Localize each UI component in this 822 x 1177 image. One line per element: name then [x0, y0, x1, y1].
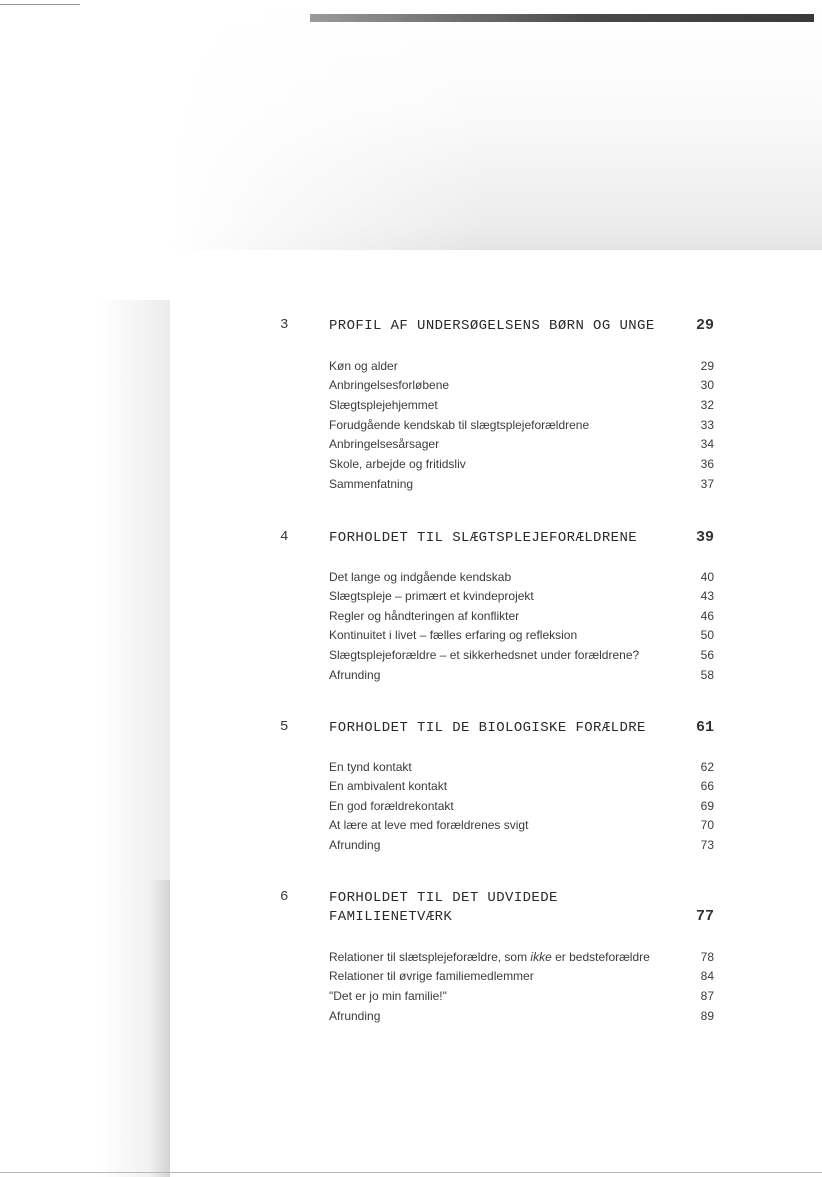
section-page: 36	[700, 457, 714, 471]
section-entry	[329, 457, 714, 477]
section-page: 43	[700, 589, 714, 603]
section-label-emphasis: ikke	[530, 950, 552, 964]
section-label: "Det er jo min familie!"	[329, 989, 447, 1003]
scan-bottom-line	[0, 1172, 822, 1173]
section-page: 30	[700, 378, 714, 392]
section-entry	[329, 628, 714, 648]
section-label-after: er bedsteforældre	[551, 950, 650, 964]
section-label: Afrunding	[329, 668, 381, 682]
section-entry	[329, 359, 714, 379]
section-page: 78	[700, 950, 714, 964]
section-label: Køn og alder	[329, 359, 398, 373]
section-page: 33	[700, 418, 714, 432]
section-entry	[329, 589, 714, 609]
section-label	[329, 950, 650, 964]
section-page: 69	[700, 799, 714, 813]
section-page: 73	[700, 838, 714, 852]
chapter-title: FORHOLDET TIL SLÆGTSPLEJEFORÆLDRENE	[329, 530, 638, 546]
section-entry	[329, 838, 714, 858]
section-label: Slægtsplejeforældre – et sikkerhedsnet under forældrene?	[329, 648, 640, 662]
section-page: 87	[700, 989, 714, 1003]
section-entry	[329, 418, 714, 438]
section-page: 37	[700, 477, 714, 491]
chapter-number: 3	[280, 317, 289, 333]
chapter-number: 6	[280, 889, 289, 905]
section-entry	[329, 477, 714, 497]
section-label: En god forældrekontakt	[329, 799, 454, 813]
section-label: Sammenfatning	[329, 477, 414, 491]
section-label: En tynd kontakt	[329, 760, 412, 774]
section-page: 56	[700, 648, 714, 662]
scan-shadow-fade	[170, 0, 490, 250]
section-label: Forudgående kendskab til slægtsplejeforældrene	[329, 418, 590, 432]
section-label-before: Relationer til slætsplejeforældre, som	[329, 950, 531, 964]
section-label: At lære at leve med forældrenes svigt	[329, 818, 529, 832]
section-label: Kontinuitet i livet – fælles erfaring og refleksion	[329, 628, 578, 642]
section-entry	[329, 648, 714, 668]
section-entry	[329, 950, 714, 970]
section-label: Skole, arbejde og fritidsliv	[329, 457, 466, 471]
section-label: Afrunding	[329, 838, 381, 852]
section-entry	[329, 437, 714, 457]
section-label: Slægtspleje – primært et kvindeprojekt	[329, 589, 534, 603]
chapter-number: 4	[280, 529, 289, 545]
section-page: 62	[700, 760, 714, 774]
section-page: 66	[700, 779, 714, 793]
section-label: En ambivalent kontakt	[329, 779, 448, 793]
section-label: Afrunding	[329, 1009, 381, 1023]
chapter-title-line-2: FAMILIENETVÆRK	[329, 909, 453, 925]
section-entry	[329, 398, 714, 418]
section-page: 84	[700, 969, 714, 983]
chapter-number: 5	[280, 719, 289, 735]
chapter-title: FORHOLDET TIL DE BIOLOGISKE FORÆLDRE	[329, 720, 646, 736]
section-page: 29	[700, 359, 714, 373]
chapter-page: 61	[695, 719, 714, 736]
section-entry	[329, 570, 714, 590]
chapter-page: 39	[695, 529, 714, 546]
section-entry	[329, 969, 714, 989]
section-page: 34	[700, 437, 714, 451]
section-entry	[329, 989, 714, 1009]
section-entry	[329, 609, 714, 629]
section-page: 70	[700, 818, 714, 832]
section-label: Det lange og indgående kendskab	[329, 570, 512, 584]
section-page: 50	[700, 628, 714, 642]
section-page: 40	[700, 570, 714, 584]
section-entry	[329, 1009, 714, 1029]
section-page: 58	[700, 668, 714, 682]
section-label: Regler og håndteringen af konflikter	[329, 609, 520, 623]
section-label: Relationer til øvrige familiemedlemmer	[329, 969, 534, 983]
section-label: Anbringelsesforløbene	[329, 378, 450, 392]
chapter-title-line-1: FORHOLDET TIL DET UDVIDEDE	[329, 890, 558, 906]
section-page: 46	[700, 609, 714, 623]
header-rule	[310, 14, 814, 22]
chapter-title: PROFIL AF UNDERSØGELSENS BØRN OG UNGE	[329, 318, 655, 334]
section-entry	[329, 760, 714, 780]
scan-shadow-band	[150, 880, 170, 1177]
scan-edge-line	[0, 4, 80, 5]
section-page: 32	[700, 398, 714, 412]
section-entry	[329, 668, 714, 688]
section-entry	[329, 378, 714, 398]
section-label: Anbringelsesårsager	[329, 437, 440, 451]
section-label: Slægtsplejehjemmet	[329, 398, 438, 412]
section-entry	[329, 818, 714, 838]
section-entry	[329, 779, 714, 799]
section-entry	[329, 799, 714, 819]
chapter-page: 29	[695, 317, 714, 334]
chapter-page: 77	[695, 908, 714, 925]
section-page: 89	[700, 1009, 714, 1023]
